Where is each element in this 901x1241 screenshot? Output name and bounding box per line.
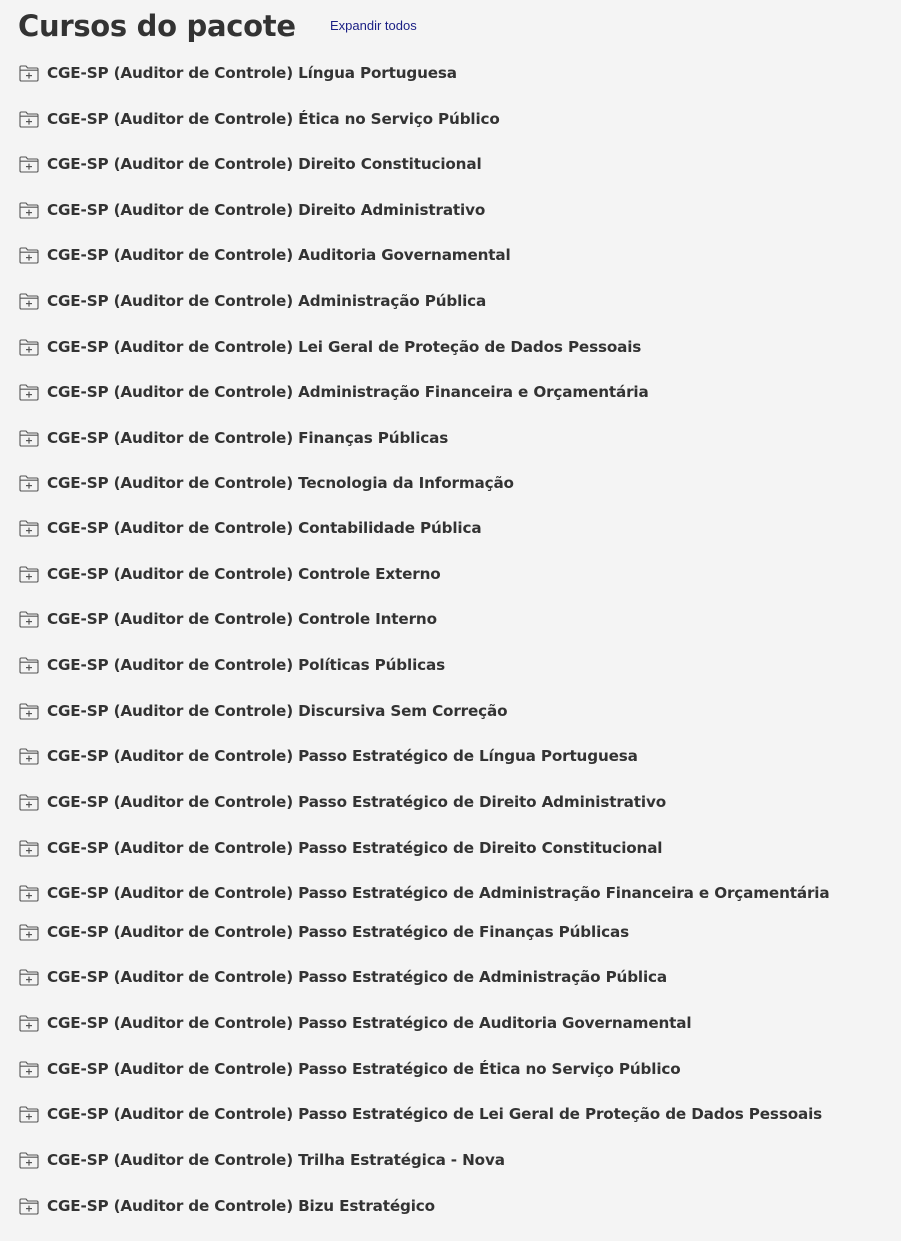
course-label: CGE-SP (Auditor de Controle) Finanças Públicas [47, 429, 449, 447]
folder-plus-icon[interactable] [18, 884, 40, 902]
course-label: CGE-SP (Auditor de Controle) Auditoria Governamental [47, 246, 511, 264]
course-label: CGE-SP (Auditor de Controle) Passo Estratégico de Auditoria Governamental [47, 1014, 692, 1032]
folder-plus-icon[interactable] [18, 338, 40, 356]
course-item[interactable] [18, 699, 507, 723]
course-label: CGE-SP (Auditor de Controle) Discursiva Sem Correção [47, 702, 508, 720]
folder-plus-icon[interactable] [18, 474, 40, 492]
course-label: CGE-SP (Auditor de Controle) Ética no Serviço Público [47, 110, 500, 128]
course-label: CGE-SP (Auditor de Controle) Passo Estratégico de Finanças Públicas [47, 923, 629, 941]
course-item[interactable] [18, 836, 662, 860]
course-item[interactable] [18, 426, 448, 450]
page-title: Cursos do pacote [18, 9, 296, 43]
course-item[interactable] [18, 1148, 505, 1172]
course-label: CGE-SP (Auditor de Controle) Passo Estratégico de Ética no Serviço Público [47, 1060, 681, 1078]
course-item[interactable] [18, 243, 511, 267]
folder-plus-icon[interactable] [18, 246, 40, 264]
course-label: CGE-SP (Auditor de Controle) Passo Estratégico de Direito Constitucional [47, 839, 663, 857]
folder-plus-icon[interactable] [18, 292, 40, 310]
folder-plus-icon[interactable] [18, 429, 40, 447]
course-label: CGE-SP (Auditor de Controle) Bizu Estratégico [47, 1197, 435, 1215]
course-item[interactable] [18, 516, 481, 540]
course-item[interactable] [18, 653, 445, 677]
folder-plus-icon[interactable] [18, 968, 40, 986]
folder-plus-icon[interactable] [18, 201, 40, 219]
course-item[interactable] [18, 607, 437, 631]
course-label: CGE-SP (Auditor de Controle) Passo Estratégico de Direito Administrativo [47, 793, 666, 811]
course-label: CGE-SP (Auditor de Controle) Controle Interno [47, 610, 437, 628]
course-label: CGE-SP (Auditor de Controle) Passo Estratégico de Administração Financeira e Orçamentária [47, 884, 830, 902]
folder-plus-icon[interactable] [18, 565, 40, 583]
folder-plus-icon[interactable] [18, 702, 40, 720]
folder-plus-icon[interactable] [18, 656, 40, 674]
course-label: CGE-SP (Auditor de Controle) Direito Constitucional [47, 155, 482, 173]
folder-plus-icon[interactable] [18, 839, 40, 857]
course-item[interactable] [18, 1057, 681, 1081]
course-label: CGE-SP (Auditor de Controle) Administração Pública [47, 292, 487, 310]
course-item[interactable] [18, 380, 649, 404]
course-label: CGE-SP (Auditor de Controle) Administração Financeira e Orçamentária [47, 383, 649, 401]
course-label: CGE-SP (Auditor de Controle) Passo Estratégico de Lei Geral de Proteção de Dados Pessoais [47, 1105, 823, 1123]
course-label: CGE-SP (Auditor de Controle) Controle Externo [47, 565, 441, 583]
course-item[interactable] [18, 152, 482, 176]
course-item[interactable] [18, 471, 514, 495]
course-label: CGE-SP (Auditor de Controle) Passo Estratégico de Língua Portuguesa [47, 747, 638, 765]
course-label: CGE-SP (Auditor de Controle) Políticas Públicas [47, 656, 445, 674]
course-item[interactable] [18, 920, 629, 944]
folder-plus-icon[interactable] [18, 1197, 40, 1215]
course-item[interactable] [18, 198, 485, 222]
course-item[interactable] [18, 965, 667, 989]
course-item[interactable] [18, 107, 500, 131]
folder-plus-icon[interactable] [18, 1151, 40, 1169]
folder-plus-icon[interactable] [18, 1014, 40, 1032]
folder-plus-icon[interactable] [18, 110, 40, 128]
course-label: CGE-SP (Auditor de Controle) Trilha Estratégica - Nova [47, 1151, 505, 1169]
expand-all-link[interactable]: Expandir todos [330, 18, 417, 33]
course-item[interactable] [18, 61, 457, 85]
course-label: CGE-SP (Auditor de Controle) Tecnologia da Informação [47, 474, 514, 492]
folder-plus-icon[interactable] [18, 747, 40, 765]
folder-plus-icon[interactable] [18, 610, 40, 628]
folder-plus-icon[interactable] [18, 1060, 40, 1078]
course-item[interactable] [18, 744, 638, 768]
course-label: CGE-SP (Auditor de Controle) Passo Estratégico de Administração Pública [47, 968, 667, 986]
course-item[interactable] [18, 881, 829, 905]
course-item[interactable] [18, 790, 666, 814]
folder-plus-icon[interactable] [18, 519, 40, 537]
folder-plus-icon[interactable] [18, 923, 40, 941]
course-label: CGE-SP (Auditor de Controle) Língua Portuguesa [47, 64, 457, 82]
course-item[interactable] [18, 1194, 435, 1218]
course-item[interactable] [18, 562, 441, 586]
folder-plus-icon[interactable] [18, 383, 40, 401]
folder-plus-icon[interactable] [18, 155, 40, 173]
course-item[interactable] [18, 289, 486, 313]
course-item[interactable] [18, 335, 641, 359]
course-label: CGE-SP (Auditor de Controle) Contabilidade Pública [47, 519, 482, 537]
course-label: CGE-SP (Auditor de Controle) Lei Geral de Proteção de Dados Pessoais [47, 338, 642, 356]
folder-plus-icon[interactable] [18, 64, 40, 82]
course-item[interactable] [18, 1102, 822, 1126]
folder-plus-icon[interactable] [18, 793, 40, 811]
course-label: CGE-SP (Auditor de Controle) Direito Administrativo [47, 201, 486, 219]
course-item[interactable] [18, 1011, 691, 1035]
folder-plus-icon[interactable] [18, 1105, 40, 1123]
